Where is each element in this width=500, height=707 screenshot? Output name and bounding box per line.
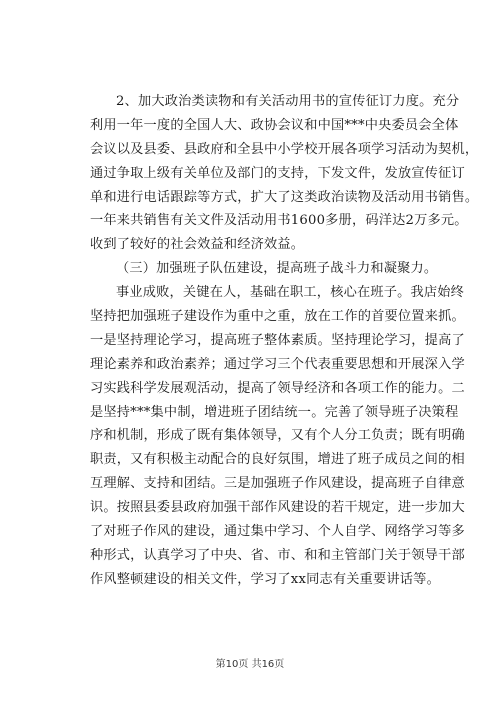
section-heading: （三）加强班子队伍建设，提高班子战斗力和凝聚力。: [116, 261, 438, 277]
text-line: 职责，又有积极主动配合的良好氛围，增进了班子成员之间的相: [90, 452, 465, 468]
text-line: 利用一年一度的全国人大、政协会议和中国***中央委员会全体: [90, 117, 459, 133]
text-line: 2、加大政治类读物和有关活动用书的宣传征订力度。充分: [116, 94, 460, 109]
text-line: 互理解、支持和团结。三是加强班子作风建设，提高班子自律意: [90, 476, 465, 492]
text-line: 坚持把加强班子建设作为重中之重，放在工作的首要位置来抓。: [90, 309, 465, 325]
text-line: 会议以及县委、县政府和全县中小学校开展各项学习活动为契机，: [90, 141, 479, 157]
text-line: 理论素养和政治素养；通过学习三个代表重要思想和开展深入学: [90, 356, 465, 372]
text-line: 收到了较好的社会效益和经济效益。: [90, 237, 305, 253]
text-line: 种形式，认真学习了中央、省、市、和和主管部门关于领导干部: [90, 547, 465, 563]
text-line: 习实践科学发展观活动，提高了领导经济和各项工作的能力。二: [90, 380, 465, 396]
text-line: 一是坚持理论学习，提高班子整体素质。坚持理论学习，提高了: [90, 332, 465, 348]
text-line: 一年来共销售有关文件及活动用书1600多册，码洋达2万多元。: [90, 213, 468, 229]
document-body: [90, 90, 479, 592]
text-line: 是坚持***集中制，增进班子团结统一。完善了领导班子决策程: [90, 404, 459, 420]
text-line: 单和进行电话跟踪等方式，扩大了这类政治读物及活动用书销售。: [90, 189, 479, 205]
text-line: 了对班子作风的建设，通过集中学习、个人自学、网络学习等多: [90, 524, 465, 540]
text-line: 作风整顿建设的相关文件，学习了xx同志有关重要讲话等。: [90, 571, 440, 587]
text-line: 识。按照县委县政府加强干部作风建设的若干规定，进一步加大: [90, 500, 465, 516]
text-line: 通过争取上级有关单位及部门的支持，下发文件，发放宣传征订: [90, 165, 465, 181]
text-line: 序和机制，形成了既有集体领导，又有个人分工负责；既有明确: [90, 428, 465, 444]
text-line: 事业成败，关键在人，基础在职工，核心在班子。我店始终: [116, 285, 465, 301]
page-number-footer: 第10页 共16页: [215, 659, 285, 670]
